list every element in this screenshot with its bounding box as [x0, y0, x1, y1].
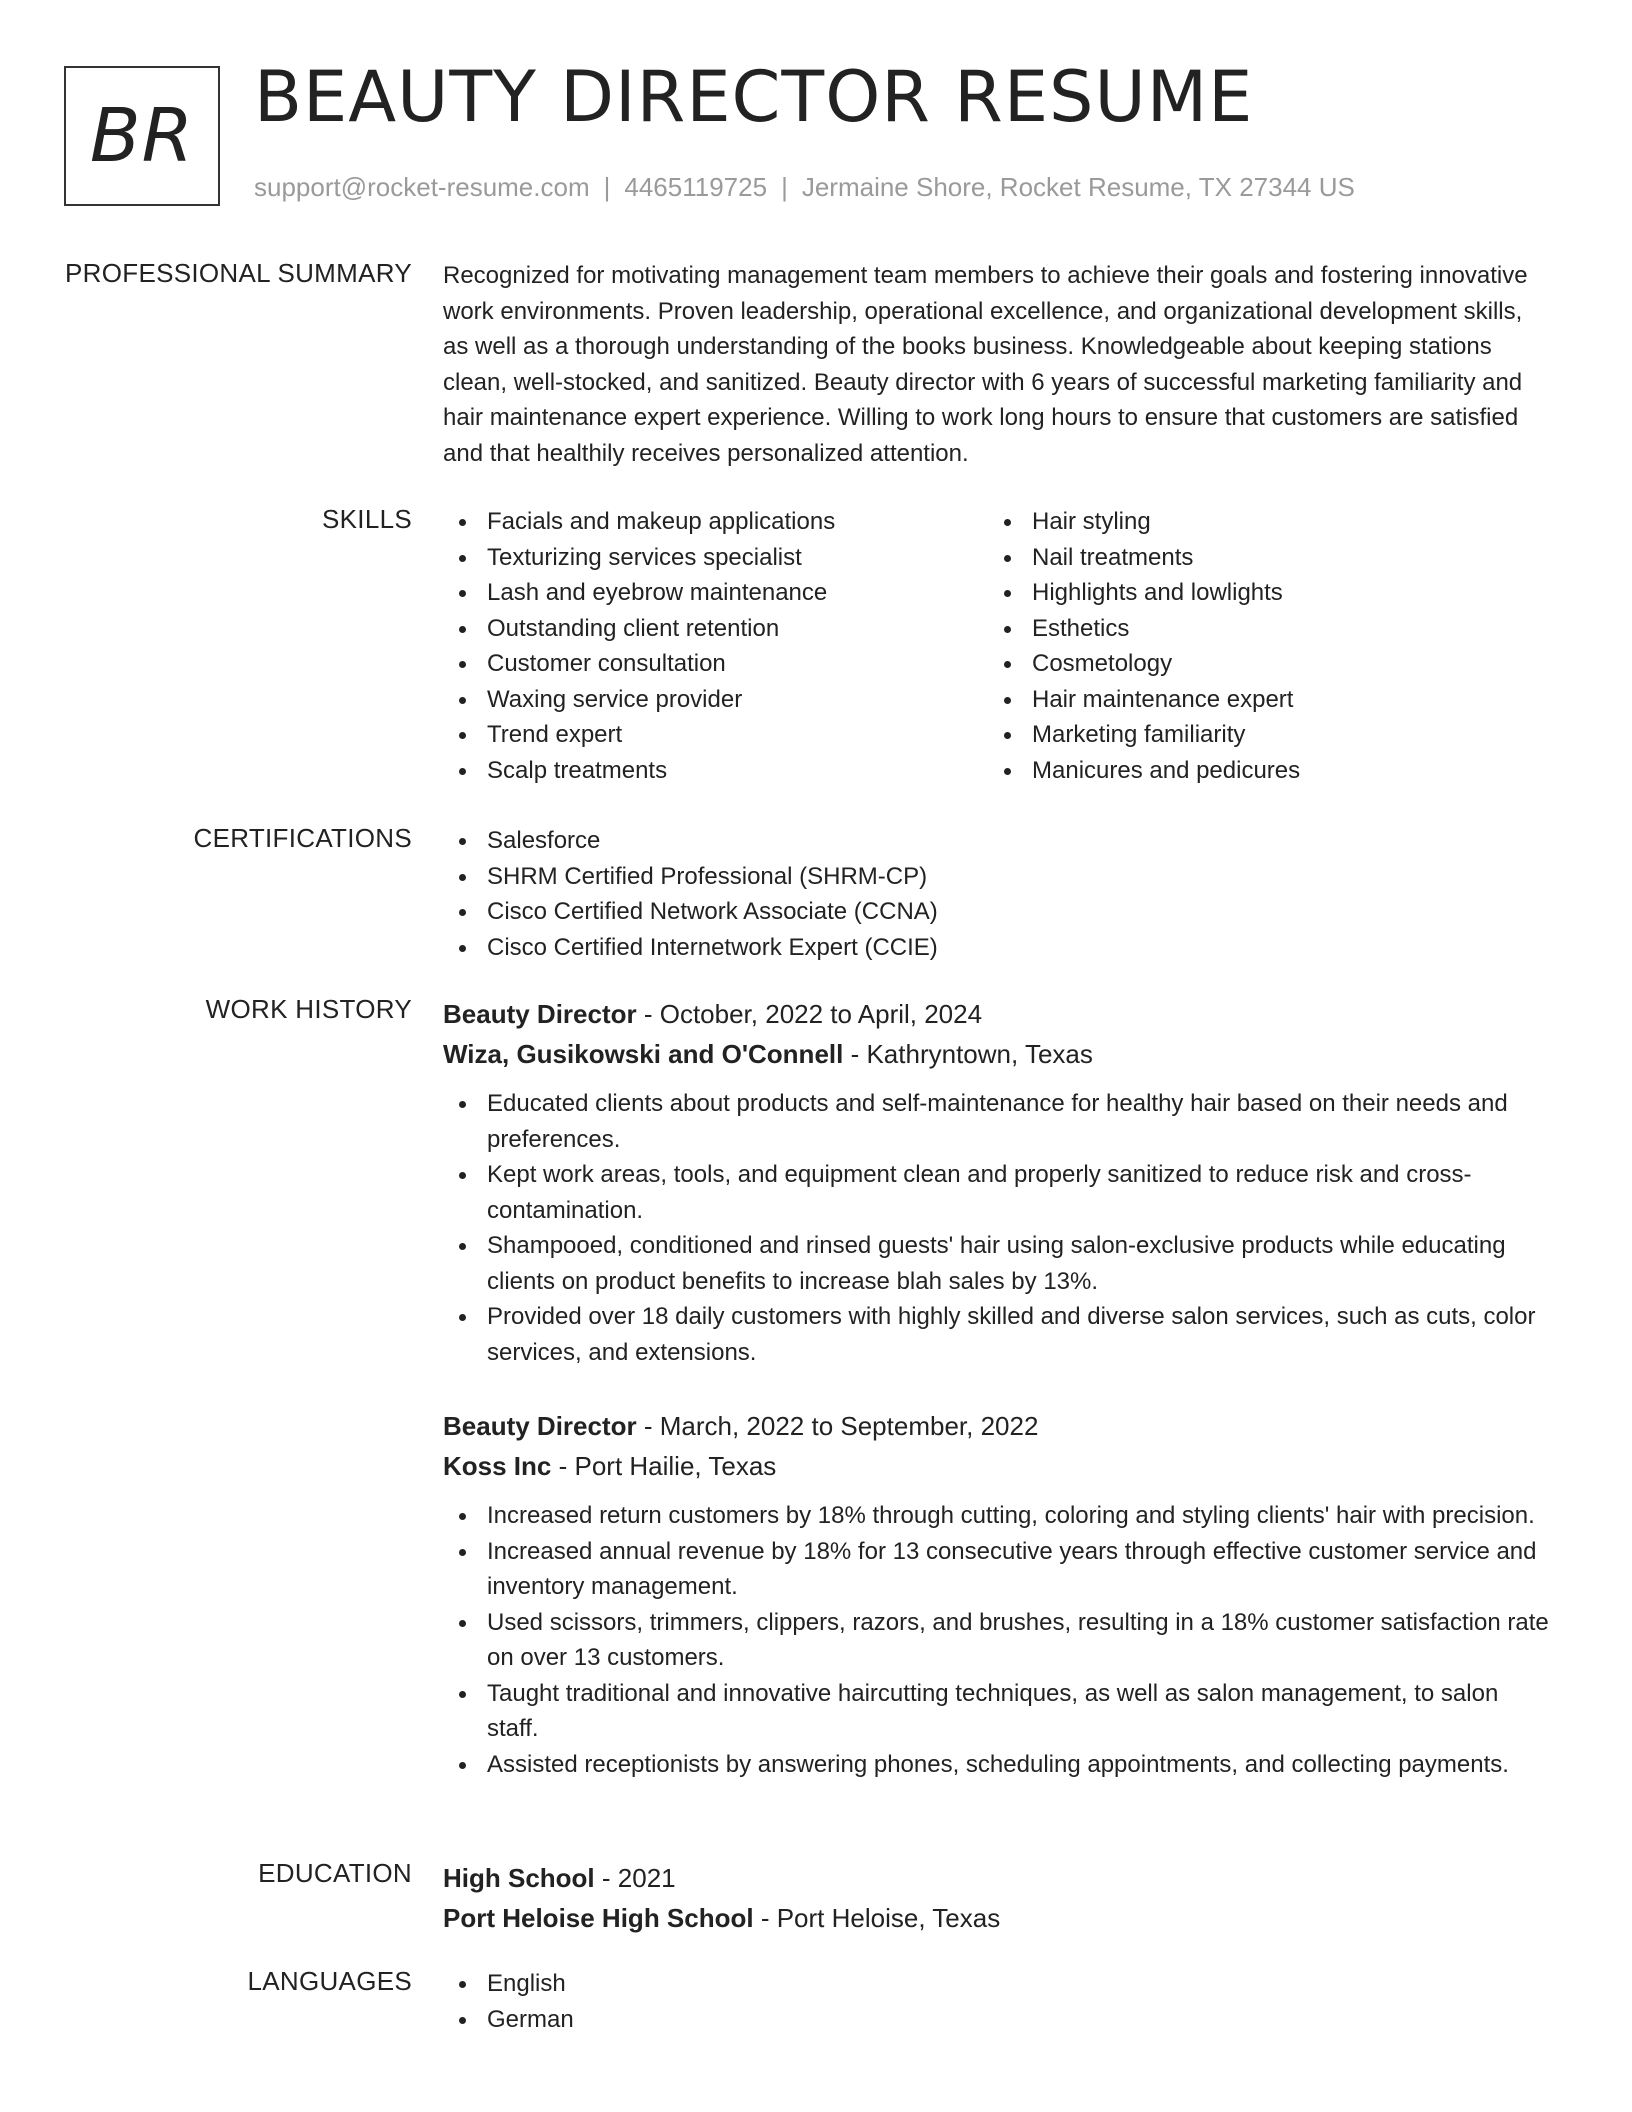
education-degree: High School — [443, 1863, 595, 1893]
job-bullet: Increased return customers by 18% through cutting, coloring and styling clients' hair with precision. — [443, 1498, 1553, 1534]
language-item: English — [443, 1966, 1553, 2002]
skill-item: Lash and eyebrow maintenance — [443, 575, 988, 611]
contact-phone[interactable]: 4465119725 — [624, 172, 768, 202]
summary-text: Recognized for motivating management team members to achieve their goals and fostering innovative work environments. Proven leadership, operational excellence, and organizational development skills, as well as a thorough understanding of the books business. Knowledgeable about keeping stations clean, well-stocked, and sanitized. Beauty director with 6 years of successful marketing familiarity and hair maintenance expert experience. Willing to work long hours to ensure that customers are satisfied and that healthily receives personalized attention. — [443, 262, 1528, 467]
contact-separator: | — [603, 172, 611, 202]
education-degree-line — [443, 1858, 1553, 1898]
job-title-line — [443, 1406, 1553, 1446]
skill-item: Marketing familiarity — [988, 717, 1533, 753]
languages-list — [443, 1966, 1553, 2037]
skill-item: Texturizing services specialist — [443, 540, 988, 576]
job-bullets — [443, 1498, 1553, 1782]
monogram — [64, 66, 220, 206]
job-bullet: Provided over 18 daily customers with highly skilled and diverse salon services, such as cuts, color services, and extensions. — [443, 1299, 1553, 1370]
job-entry — [443, 1406, 1553, 1782]
job-entry — [443, 994, 1553, 1370]
skill-item: Nail treatments — [988, 540, 1533, 576]
job-title: Beauty Director — [443, 999, 637, 1029]
section-label-languages: LANGUAGES — [247, 1966, 412, 1996]
section-label-certifications: CERTIFICATIONS — [193, 823, 412, 853]
job-company-line — [443, 1446, 1553, 1486]
contact-line — [254, 172, 1355, 203]
skill-item: Waxing service provider — [443, 682, 988, 718]
job-bullet: Taught traditional and innovative haircutting techniques, as well as salon management, to salon staff. — [443, 1676, 1553, 1747]
contact-separator: | — [781, 172, 788, 202]
job-dates: - March, 2022 to September, 2022 — [636, 1411, 1039, 1441]
language-item: German — [443, 2002, 1553, 2038]
certification-item: SHRM Certified Professional (SHRM-CP) — [443, 859, 1553, 895]
section-label-skills: SKILLS — [322, 504, 412, 534]
job-bullet: Used scissors, trimmers, clippers, razors, and brushes, resulting in a 18% customer satisfaction rate on over 13 customers. — [443, 1605, 1553, 1676]
certification-item: Cisco Certified Internetwork Expert (CCIE) — [443, 930, 1553, 966]
skill-item: Facials and makeup applications — [443, 504, 988, 540]
job-bullets — [443, 1086, 1553, 1370]
job-company: Koss Inc — [443, 1451, 552, 1481]
job-bullet: Kept work areas, tools, and equipment clean and properly sanitized to reduce risk and cross-contamination. — [443, 1157, 1553, 1228]
job-company: Wiza, Gusikowski and O'Connell — [443, 1039, 844, 1069]
contact-address: Jermaine Shore, Rocket Resume, TX 27344 US — [801, 172, 1355, 202]
education-location: - Port Heloise, Texas — [753, 1903, 1001, 1933]
education-year: - 2021 — [594, 1863, 676, 1893]
job-bullet: Shampooed, conditioned and rinsed guests' hair using salon-exclusive products while educating clients on product benefits to increase blah sales by 13%. — [443, 1228, 1553, 1299]
skill-item: Hair maintenance expert — [988, 682, 1533, 718]
certification-item: Salesforce — [443, 823, 1553, 859]
skill-item: Esthetics — [988, 611, 1533, 647]
skill-item: Outstanding client retention — [443, 611, 988, 647]
job-dates: - October, 2022 to April, 2024 — [636, 999, 983, 1029]
resume-title: BEAUTY DIRECTOR RESUME — [254, 56, 1254, 138]
skill-item: Customer consultation — [443, 646, 988, 682]
job-bullet: Increased annual revenue by 18% for 13 consecutive years through effective customer service and inventory management. — [443, 1534, 1553, 1605]
certification-item: Cisco Certified Network Associate (CCNA) — [443, 894, 1553, 930]
section-label-education: EDUCATION — [258, 1858, 412, 1888]
monogram-initials: BR — [89, 93, 195, 179]
education-school-line — [443, 1898, 1553, 1938]
contact-email[interactable]: support@rocket-resume.com — [254, 172, 590, 202]
skill-item: Manicures and pedicures — [988, 753, 1533, 789]
certifications-list — [443, 823, 1553, 965]
skill-item: Highlights and lowlights — [988, 575, 1533, 611]
skill-item: Scalp treatments — [443, 753, 988, 789]
job-company-line — [443, 1034, 1553, 1074]
skill-item: Cosmetology — [988, 646, 1533, 682]
section-label-work-history: WORK HISTORY — [205, 994, 412, 1024]
skill-item: Hair styling — [988, 504, 1533, 540]
skills-column-1 — [443, 504, 988, 788]
skills-column-2 — [988, 504, 1533, 788]
section-label-summary: PROFESSIONAL SUMMARY — [65, 258, 412, 288]
job-location: - Kathryntown, Texas — [843, 1039, 1093, 1069]
job-bullet: Educated clients about products and self-maintenance for healthy hair based on their needs and preferences. — [443, 1086, 1553, 1157]
job-bullet: Assisted receptionists by answering phones, scheduling appointments, and collecting payments. — [443, 1747, 1553, 1783]
skill-item: Trend expert — [443, 717, 988, 753]
education-school: Port Heloise High School — [443, 1903, 754, 1933]
job-location: - Port Hailie, Texas — [551, 1451, 777, 1481]
job-title: Beauty Director — [443, 1411, 637, 1441]
job-title-line — [443, 994, 1553, 1034]
